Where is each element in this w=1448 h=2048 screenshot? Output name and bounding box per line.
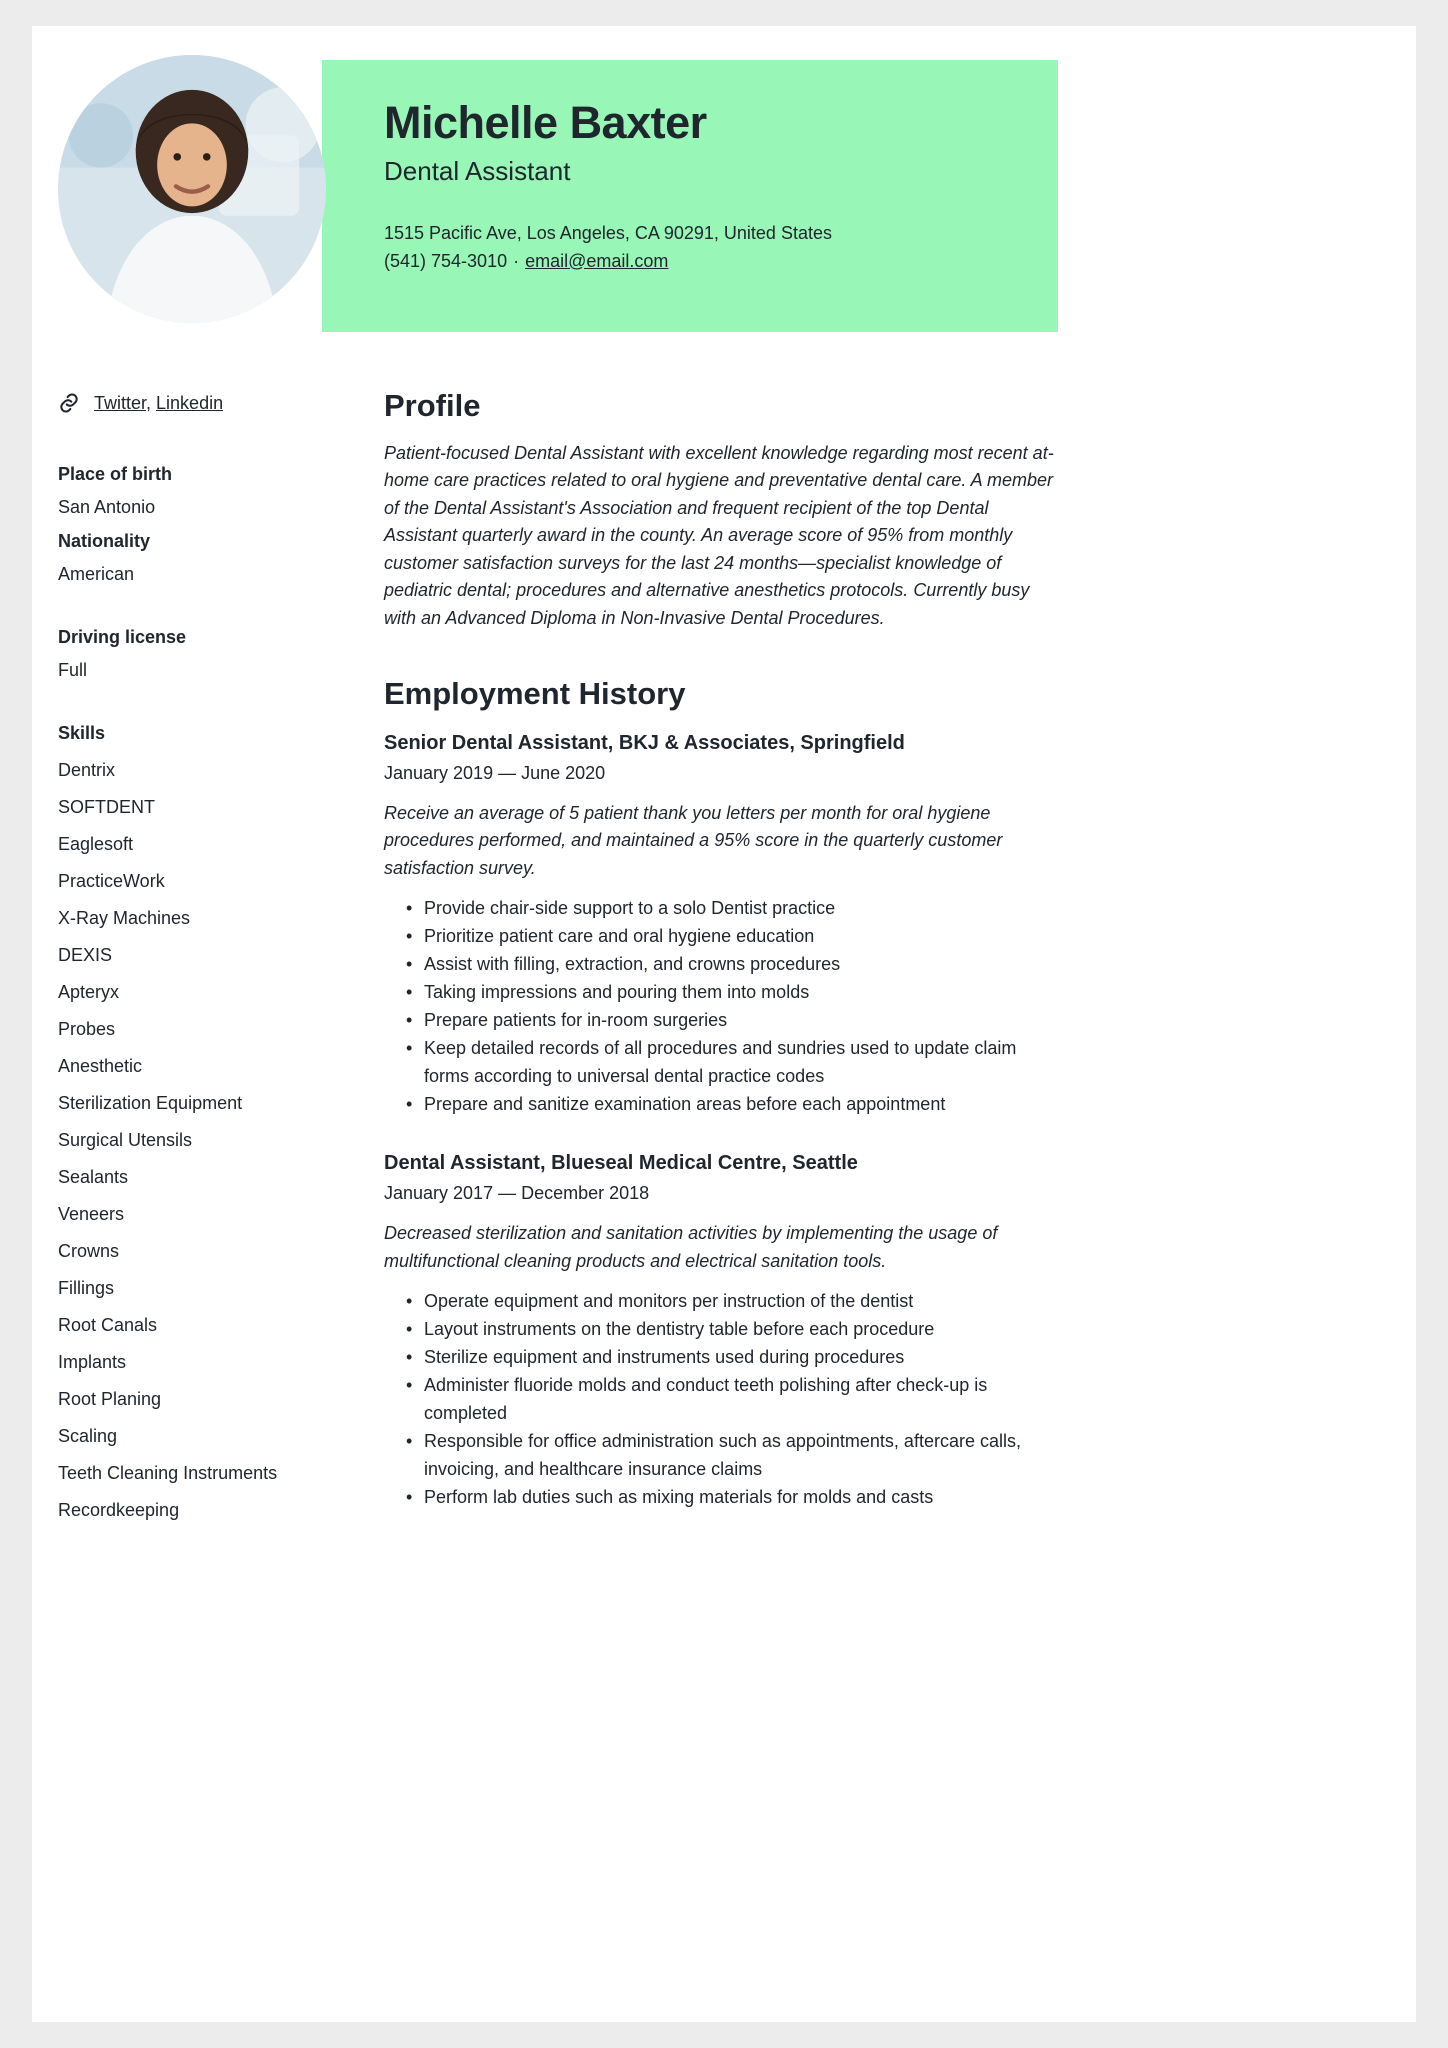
profile-text: Patient-focused Dental Assistant with excellent knowledge regarding most recent at-home care practices related to oral hygiene and preventative dental care. A member of the Dental Assistant's Association and frequent recipient of the top Dental Assistant quarterly award in the county. An average score of 95% from monthly customer satisfaction surveys for the last 24 months—specialist knowledge of pediatric dental; procedures and alternative anesthetics protocols. Currently busy with an Advanced Diploma in Non-Invasive Dental Procedures.: [384, 442, 1054, 628]
skill-item: Anesthetic: [58, 1056, 143, 1076]
fact-nationality: [58, 525, 330, 591]
skill-item: PracticeWork: [58, 871, 165, 891]
job-dates: January 2017 — December 2018: [384, 1183, 650, 1204]
job-summary: Decreased sterilization and sanitation activities by implementing the usage of multifunctional cleaning products and electrical sanitation tools.: [384, 1223, 998, 1271]
fact-value: American: [58, 564, 135, 584]
skill-item: Crowns: [58, 1241, 120, 1261]
skills-heading: Skills: [58, 723, 106, 743]
links-separator: ,: [146, 392, 157, 413]
job-summary: Receive an average of 5 patient thank you letters per month for oral hygiene procedures performed, and maintained a 95% score in the quarterly customer satisfaction survey.: [384, 802, 1003, 878]
skill-item: Apteryx: [58, 982, 120, 1002]
job-entry: [384, 730, 1060, 1119]
profile-heading: Profile: [384, 388, 481, 423]
bullet-item: • Layout instruments on the dentistry table before each procedure: [384, 1315, 1060, 1343]
bullet-item: • Perform lab duties such as mixing materials for molds and casts: [384, 1483, 1060, 1511]
job-title: Dental Assistant, Blueseal Medical Centre, Seattle: [384, 1152, 858, 1175]
skill-item: SOFTDENT: [58, 797, 155, 817]
linkedin-link[interactable]: Linkedin: [156, 392, 224, 413]
fact-label: Nationality: [58, 531, 151, 551]
social-links-text: [94, 393, 223, 414]
email-link[interactable]: email@email.com: [525, 250, 669, 271]
bullet-item: • Administer fluoride molds and conduct teeth polishing after check-up is completed: [384, 1371, 1060, 1427]
skill-item: Surgical Utensils: [58, 1130, 193, 1150]
skill-item: Root Planing: [58, 1389, 162, 1409]
employment-heading: Employment History: [384, 676, 686, 712]
fact-label: Place of birth: [58, 464, 173, 484]
skill-item: Implants: [58, 1352, 127, 1372]
resume-page: [32, 26, 1416, 2022]
phone-number: (541) 754-3010: [384, 250, 508, 271]
skills-list: [58, 752, 330, 1529]
bullet-item: • Prioritize patient care and oral hygiene education: [384, 922, 1060, 950]
skill-item: Scaling: [58, 1426, 118, 1446]
fact-place-of-birth: [58, 458, 330, 524]
bullet-item: • Operate equipment and monitors per instruction of the dentist: [384, 1287, 1060, 1315]
skill-item: Sterilization Equipment: [58, 1093, 243, 1113]
job-bullet-list: [384, 894, 1060, 1118]
fact-driving-license: [58, 621, 330, 687]
content: [32, 388, 1416, 1529]
skill-item: Teeth Cleaning Instruments: [58, 1463, 278, 1483]
skills-section: [58, 717, 330, 1529]
skill-item: Root Canals: [58, 1315, 158, 1335]
fact-label: Driving license: [58, 627, 187, 647]
profile-photo-image: [58, 55, 326, 323]
bullet-item: • Provide chair-side support to a solo Dentist practice: [384, 894, 1060, 922]
twitter-link[interactable]: Twitter: [94, 392, 147, 413]
job-entry: [384, 1150, 1060, 1511]
bullet-item: • Prepare and sanitize examination areas before each appointment: [384, 1090, 1060, 1118]
contact-block: [384, 219, 1018, 275]
job-dates: January 2019 — June 2020: [384, 762, 606, 783]
skill-item: Eaglesoft: [58, 834, 134, 854]
social-links-row: [58, 388, 330, 418]
address-line: 1515 Pacific Ave, Los Angeles, CA 90291, United States: [384, 222, 832, 243]
sidebar: [58, 388, 330, 1529]
bullet-item: • Prepare patients for in-room surgeries: [384, 1006, 1060, 1034]
bullet-item: • Sterilize equipment and instruments used during procedures: [384, 1343, 1060, 1371]
bullet-item: • Responsible for office administration such as appointments, aftercare calls, invoicing, and healthcare insurance claims: [384, 1427, 1060, 1483]
skill-item: Sealants: [58, 1167, 129, 1187]
header: [32, 26, 1416, 332]
candidate-name: Michelle Baxter: [384, 97, 707, 148]
bullet-item: • Taking impressions and pouring them into molds: [384, 978, 1060, 1006]
main-column: [384, 388, 1060, 1529]
fact-value: Full: [58, 660, 88, 680]
job-bullet-list: [384, 1287, 1060, 1511]
job-title: Senior Dental Assistant, BKJ & Associates, Springfield: [384, 731, 905, 754]
fact-value: San Antonio: [58, 497, 156, 517]
skill-item: Fillings: [58, 1278, 115, 1298]
candidate-title: Dental Assistant: [384, 155, 571, 186]
skill-item: Probes: [58, 1019, 116, 1039]
dot-separator: ·: [513, 250, 520, 271]
phone-email-line: [384, 247, 1018, 275]
skill-item: DEXIS: [58, 945, 113, 965]
header-accent-block: [322, 60, 1058, 332]
skill-item: X-Ray Machines: [58, 908, 191, 928]
skill-item: Veneers: [58, 1204, 125, 1224]
link-icon: [58, 392, 80, 414]
bullet-item: • Assist with filling, extraction, and crowns procedures: [384, 950, 1060, 978]
profile-photo: [58, 55, 326, 323]
skill-item: Dentrix: [58, 760, 116, 780]
skill-item: Recordkeeping: [58, 1500, 180, 1520]
bullet-item: • Keep detailed records of all procedures and sundries used to update claim forms according to universal dental practice codes: [384, 1034, 1060, 1090]
